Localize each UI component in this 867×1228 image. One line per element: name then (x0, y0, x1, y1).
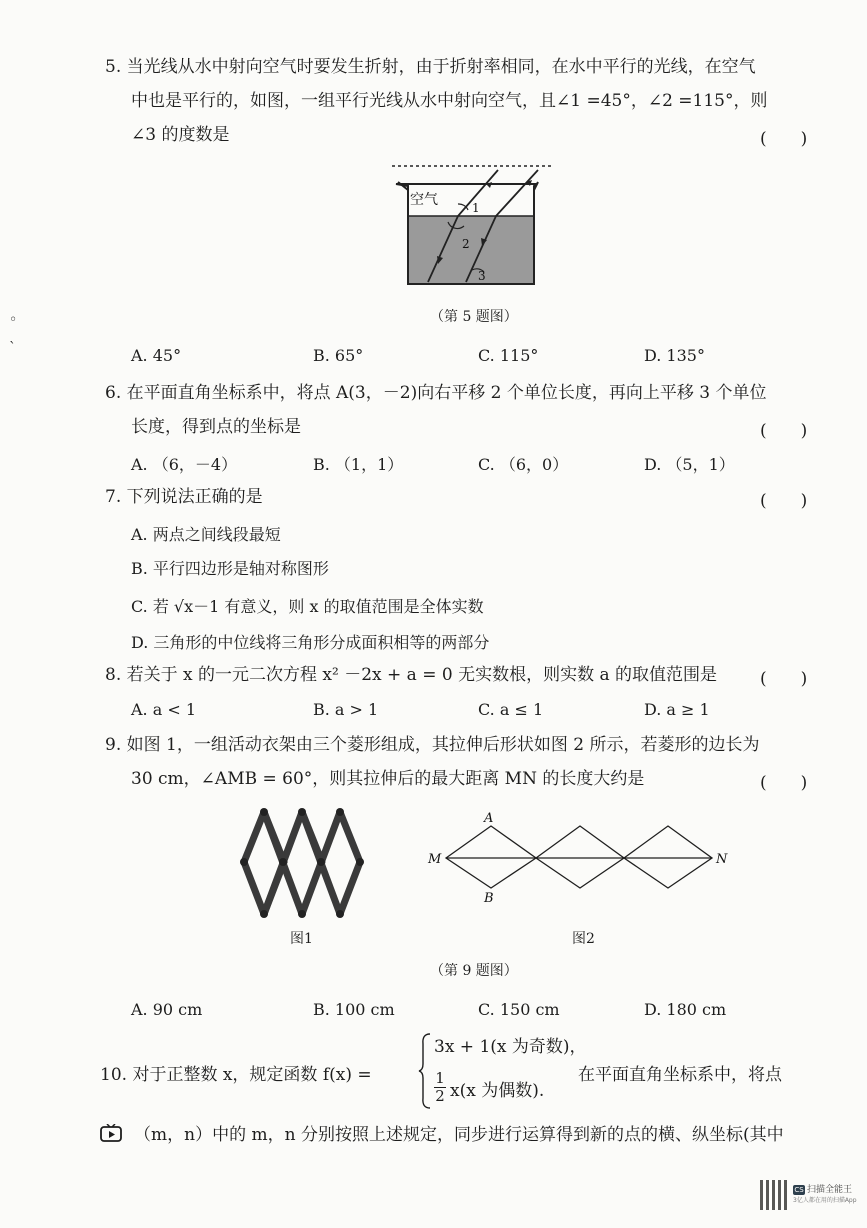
q8-option-a: A. a < 1 (131, 700, 197, 719)
q10-tail: 在平面直角坐标系中，将点 (578, 1065, 782, 1085)
q9-figure-2-rhombi (424, 812, 734, 912)
q8-option-c: C. a ≤ 1 (478, 700, 544, 719)
q5-option-b: B. 65° (313, 346, 364, 365)
q9-option-d: D. 180 cm (644, 1000, 727, 1019)
q10-case-even: x(x 为偶数). (450, 1081, 545, 1101)
watermark-sub: 3亿人都在用的扫描App (793, 1197, 857, 1204)
camscanner-icon: CS (794, 1186, 804, 1194)
q6-option-a: A. （6，－4） (131, 455, 238, 474)
margin-mark: ˋ (9, 340, 16, 356)
q7-line1: 7. 下列说法正确的是 (105, 487, 263, 507)
point-a-label: A (484, 812, 494, 826)
q9-fig1-label: 图1 (290, 931, 313, 947)
angle-3-label: 3 (478, 269, 486, 283)
point-n-label: N (716, 852, 728, 867)
q9-caption: （第 9 题图） (430, 963, 518, 979)
q5-caption: （第 5 题图） (430, 309, 518, 325)
q9-line1: 9. 如图 1，一组活动衣架由三个菱形组成，其拉伸后形状如图 2 所示，若菱形的边长为 (105, 735, 760, 755)
q6-answer-paren: ( ) (760, 421, 808, 441)
fraction-denominator: 2 (435, 1087, 445, 1105)
piecewise-brace (418, 1032, 432, 1110)
q9-line2: 30 cm，∠AMB = 60°，则其拉伸后的最大距离 MN 的长度大约是 (131, 769, 645, 789)
q9-fig2-label: 图2 (572, 931, 595, 947)
q7-answer-paren: ( ) (760, 491, 808, 511)
label-air: 空气 (410, 192, 438, 208)
angle-1-label: 1 (472, 201, 480, 215)
q6-option-d: D. （5，1） (644, 455, 735, 474)
q10-lead: 10. 对于正整数 x，规定函数 f(x) = (100, 1065, 372, 1085)
q8-line1: 8. 若关于 x 的一元二次方程 x² －2x + a = 0 无实数根，则实数 a 的取值范围是 (105, 665, 718, 685)
q5-option-c: C. 115° (478, 346, 539, 365)
q5-line3: ∠3 的度数是 (131, 125, 230, 145)
q8-answer-paren: ( ) (760, 669, 808, 689)
point-m-label: M (428, 852, 442, 867)
angle-2-label: 2 (462, 237, 470, 251)
q8-option-b: B. a > 1 (313, 700, 379, 719)
q9-answer-paren: ( ) (760, 773, 808, 793)
margin-mark: ◦ (9, 312, 18, 328)
q6-line2: 长度，得到点的坐标是 (131, 417, 301, 437)
point-b-label: B (484, 891, 494, 906)
q9-option-b: B. 100 cm (313, 1000, 395, 1019)
q7-option-d: D. 三角形的中位线将三角形分成面积相等的两部分 (131, 633, 490, 652)
q9-figure-1-hanger (236, 806, 370, 924)
q10-line2: （m，n）中的 m，n 分别按照上述规定，同步进行运算得到新的点的横、纵坐标(其中 (134, 1125, 784, 1145)
q8-option-d: D. a ≥ 1 (644, 700, 710, 719)
q6-option-b: B. （1，1） (313, 455, 404, 474)
watermark-brand: 扫描全能王 (807, 1185, 853, 1195)
q7-option-b: B. 平行四边形是轴对称图形 (131, 559, 329, 578)
scanner-watermark (793, 1182, 857, 1204)
q6-option-c: C. （6，0） (478, 455, 569, 474)
q6-line1: 6. 在平面直角坐标系中，将点 A(3，－2)向右平移 2 个单位长度，再向上平移 3 个单位 (105, 383, 767, 403)
q5-line1: 5. 当光线从水中射向空气时要发生折射，由于折射率相同，在水中平行的光线，在空气 (105, 57, 756, 77)
fraction-numerator: 1 (435, 1069, 445, 1087)
q5-answer-paren: ( ) (760, 129, 808, 149)
q10-fraction (434, 1070, 446, 1105)
q9-option-a: A. 90 cm (131, 1000, 203, 1019)
q10-case-odd: 3x + 1(x 为奇数)， (434, 1037, 587, 1057)
q5-option-d: D. 135° (644, 346, 705, 365)
q5-figure (388, 160, 560, 292)
q7-option-a: A. 两点之间线段最短 (131, 525, 281, 544)
qr-code-icon (760, 1180, 790, 1210)
q9-option-c: C. 150 cm (478, 1000, 560, 1019)
q5-line2: 中也是平行的，如图，一组平行光线从水中射向空气，且∠1 =45°，∠2 =115°，则 (131, 91, 768, 111)
video-icon (100, 1124, 122, 1142)
q5-option-a: A. 45° (131, 346, 182, 365)
q7-option-c: C. 若 √x－1 有意义，则 x 的取值范围是全体实数 (131, 597, 484, 616)
